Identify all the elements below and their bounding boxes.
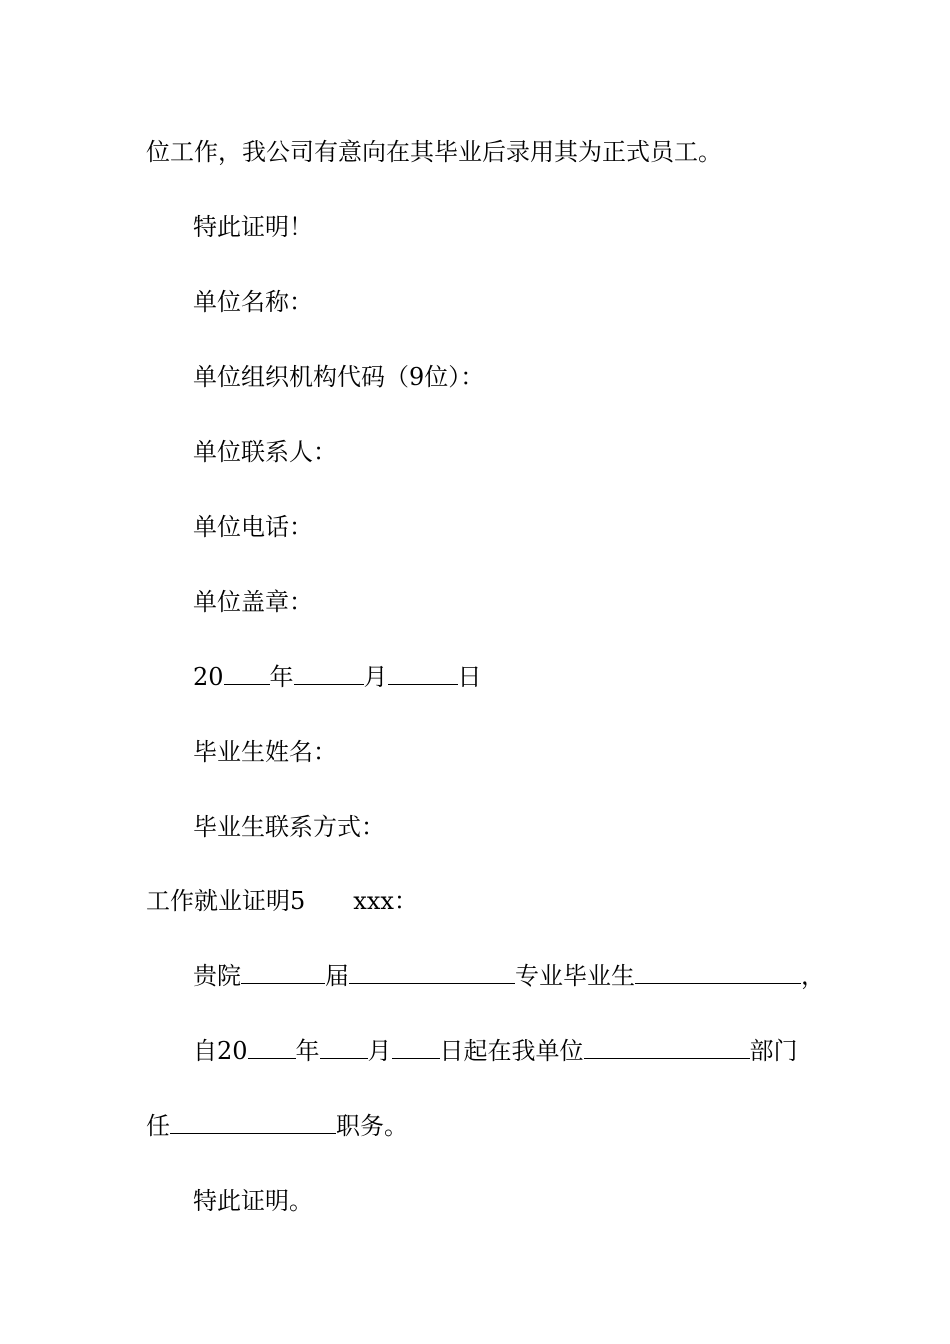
- company-name-label: 单位名称：: [193, 288, 313, 316]
- start-day-blank: [392, 1036, 440, 1059]
- position-prefix: 任: [146, 1112, 170, 1140]
- certify-line: [193, 212, 313, 242]
- date-line: [193, 662, 482, 692]
- major-graduate-label: 专业毕业生: [515, 962, 635, 990]
- seal-label: 单位盖章：: [193, 588, 313, 616]
- start-month-label: 月: [367, 1037, 392, 1065]
- org-code-field: [193, 362, 484, 392]
- seal-field: [193, 587, 313, 617]
- certify-closing-text: 特此证明。: [193, 1187, 313, 1215]
- paragraph-continuation: [146, 137, 722, 167]
- section-title: 工作就业证明5: [146, 887, 306, 915]
- day-label: 日: [457, 663, 482, 691]
- start-year-label: 年: [295, 1037, 320, 1065]
- employment-date-line: [193, 1036, 798, 1066]
- day-blank: [388, 662, 458, 685]
- position-label: 职务。: [336, 1112, 408, 1140]
- year-blank: [224, 662, 270, 685]
- phone-field: [193, 512, 313, 542]
- section-heading: [146, 886, 418, 916]
- contact-person-field: [193, 437, 337, 467]
- graduate-info-line: [193, 961, 825, 991]
- department-blank: [584, 1036, 750, 1059]
- start-month-blank: [320, 1036, 368, 1059]
- major-blank: [349, 961, 515, 984]
- graduate-name-label: 毕业生姓名：: [193, 738, 337, 766]
- start-day-label: 日起在我单位: [439, 1037, 584, 1065]
- year-label: 年: [269, 663, 294, 691]
- comma: ，: [801, 962, 825, 990]
- addressee: xxx：: [353, 887, 418, 915]
- date-prefix: 20: [193, 663, 224, 691]
- college-label: 贵院: [193, 962, 241, 990]
- phone-label: 单位电话：: [193, 513, 313, 541]
- contact-person-label: 单位联系人：: [193, 438, 337, 466]
- start-year-blank: [248, 1036, 296, 1059]
- graduate-contact-label: 毕业生联系方式：: [193, 813, 385, 841]
- company-name-field: [193, 287, 313, 317]
- class-year-blank: [241, 961, 325, 984]
- paragraph-text: 位工作，我公司有意向在其毕业后录用其为正式员工。: [146, 138, 722, 166]
- month-label: 月: [363, 663, 388, 691]
- graduate-name-field: [193, 737, 337, 767]
- month-blank: [294, 662, 364, 685]
- graduate-contact-field: [193, 812, 385, 842]
- certify-closing: [193, 1186, 313, 1216]
- position-blank: [170, 1111, 336, 1134]
- department-label: 部门: [749, 1037, 798, 1065]
- from-year-prefix: 自20: [193, 1037, 248, 1065]
- org-code-label: 单位组织机构代码（9位）：: [193, 363, 485, 391]
- position-line: [146, 1111, 408, 1141]
- class-label: 届: [325, 962, 349, 990]
- graduate-name-blank: [635, 961, 801, 984]
- certify-text: 特此证明！: [193, 213, 313, 241]
